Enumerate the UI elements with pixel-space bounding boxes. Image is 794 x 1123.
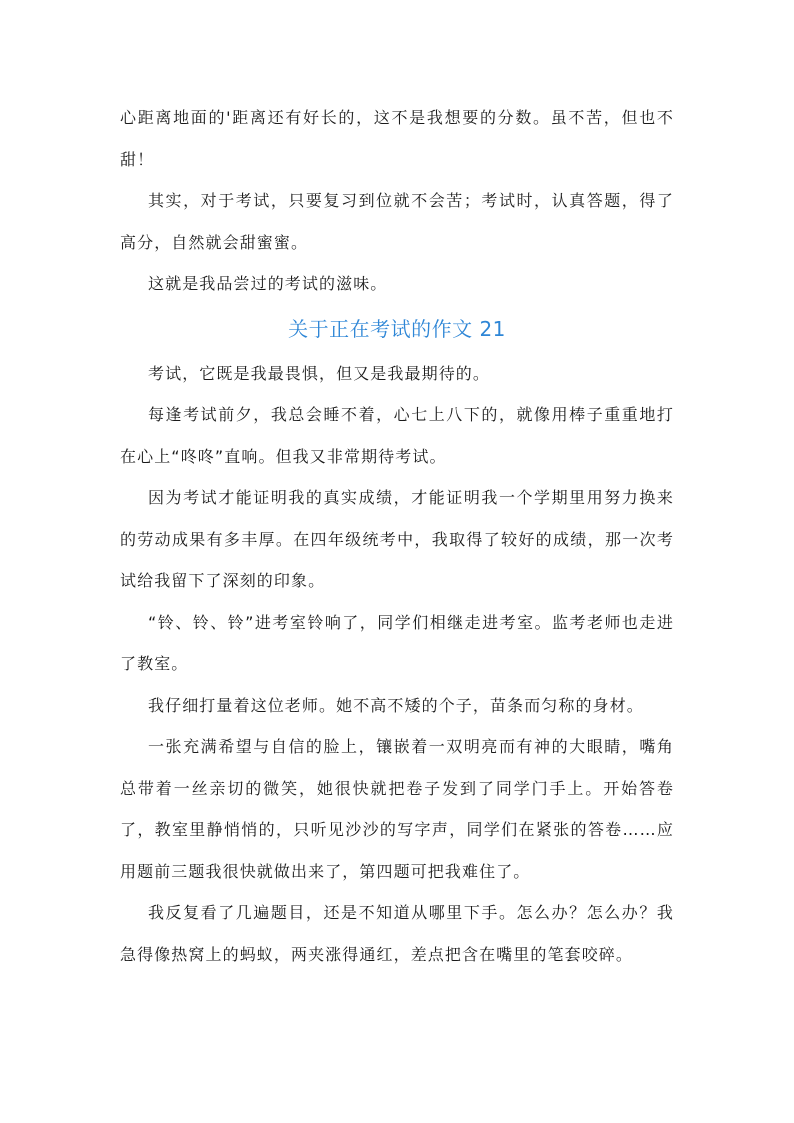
paragraph: “铃、铃、铃”进考室铃响了，同学们相继走进考室。监考老师也走进了教室。 — [120, 612, 674, 673]
paragraph: 这就是我品尝过的考试的滋味。 — [148, 274, 388, 293]
section-title: 关于正在考试的作文 21 — [288, 316, 506, 341]
paragraph: 我反复看了几遍题目，还是不知道从哪里下手。怎么办？怎么办？我急得像热窝上的蚂蚁，两夹涨得通红，差点把含在嘴里的笔套咬碎。 — [120, 903, 674, 964]
paragraph: 每逢考试前夕，我总会睡不着，心七上八下的，就像用棒子重重地打在心上“咚咚”直响。但我又非常期待考试。 — [120, 405, 674, 466]
document-body — [120, 97, 674, 975]
paragraph: 我仔细打量着这位老师。她不高不矮的个子，苗条而匀称的身材。 — [148, 695, 644, 715]
paragraph: 心距离地面的'距离还有好长的，这不是我想要的分数。虽不苦，但也不甜！ — [120, 108, 674, 169]
paragraph: 一张充满希望与自信的脸上，镶嵌着一双明亮而有神的大眼睛，嘴角总带着一丝亲切的微笑，她很快就把卷子发到了同学门手上。开始答卷了，教室里静悄悄的，只听见沙沙的写字声，同学们在紧张的答卷……应用题前三题我很快就做出来了，第四题可把我难住了。 — [120, 737, 674, 881]
paragraph: 其实，对于考试，只要复习到位就不会苦；考试时，认真答题，得了高分，自然就会甜蜜蜜。 — [120, 191, 674, 252]
paragraph: 因为考试才能证明我的真实成绩，才能证明我一个学期里用努力换来的劳动成果有多丰厚。在四年级统考中，我取得了较好的成绩，那一次考试给我留下了深刻的印象。 — [120, 488, 674, 590]
paragraph: 考试，它既是我最畏惧，但又是我最期待的。 — [148, 363, 491, 383]
